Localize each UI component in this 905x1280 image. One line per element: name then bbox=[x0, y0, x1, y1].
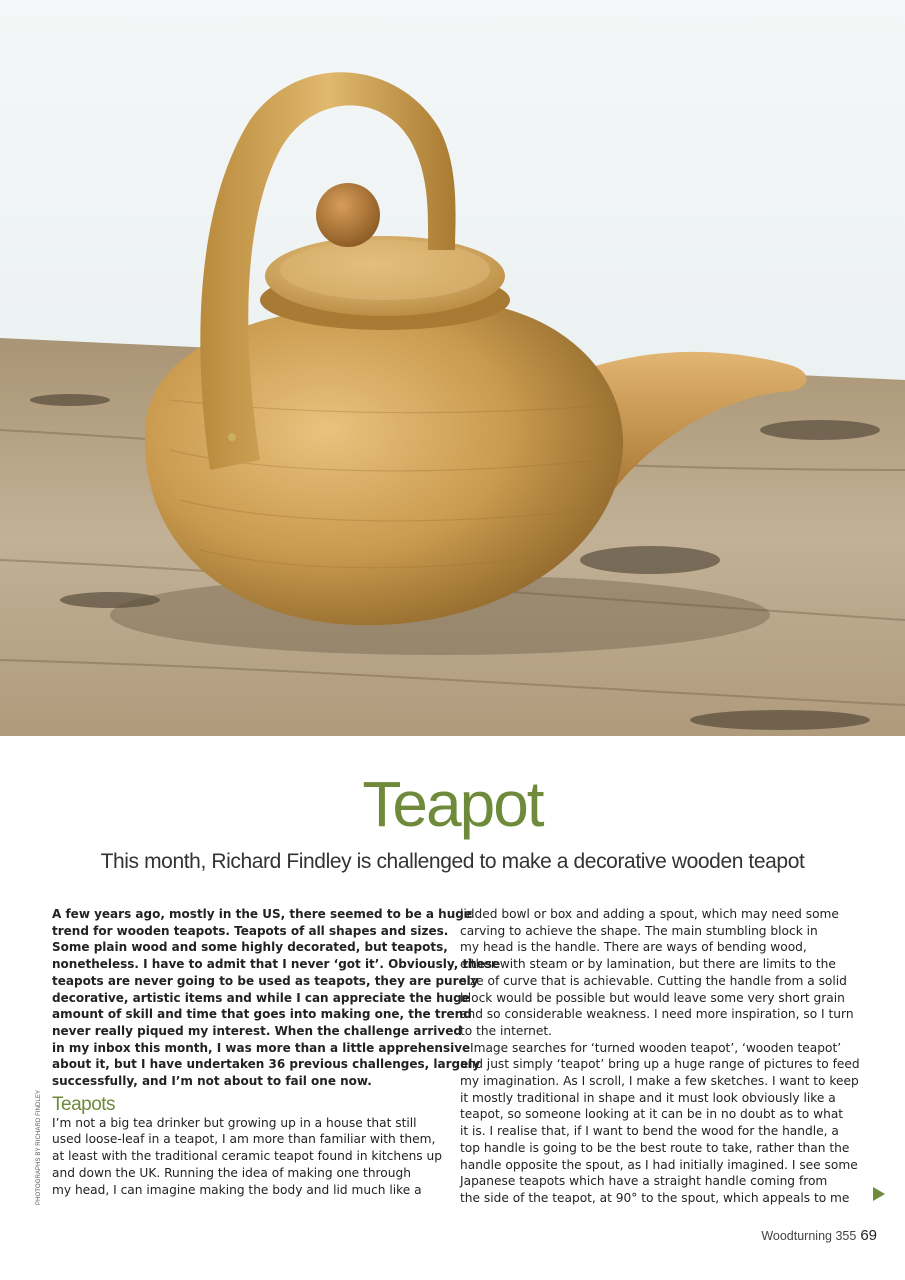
body-line: my imagination. As I scroll, I make a few sketches. I want to keep bbox=[460, 1074, 859, 1089]
intro-line: nonetheless. I have to admit that I never ‘got it’. Obviously, these bbox=[52, 957, 501, 972]
body-line: teapot, so someone looking at it can be in no doubt as to what bbox=[460, 1107, 844, 1122]
intro-line: trend for wooden teapots. Teapots of all shapes and sizes. bbox=[52, 923, 449, 938]
photo-credit: PHOTOGRAPHS BY RICHARD FINDLEY bbox=[36, 1089, 42, 1205]
body-line: my head, I can imagine making the body and lid much like a bbox=[52, 1182, 422, 1197]
body-line: to the internet. bbox=[460, 1023, 553, 1038]
section-heading: Teapots bbox=[52, 1093, 116, 1115]
article-column-left bbox=[52, 906, 501, 1198]
body-line: at least with the traditional ceramic teapot found in kitchens up bbox=[52, 1149, 442, 1164]
page-footer bbox=[761, 1227, 877, 1244]
body-line: it mostly traditional in shape and it must look obviously like a bbox=[460, 1090, 836, 1105]
body-line: Japanese teapots which have a straight handle coming from bbox=[460, 1174, 828, 1189]
body-paragraph bbox=[52, 1115, 448, 1199]
article-column-right bbox=[460, 906, 860, 1207]
body-line: it is. I realise that, if I want to bend the wood for the handle, a bbox=[460, 1124, 839, 1139]
body-line: and just simply ‘teapot’ bring up a huge range of pictures to feed bbox=[460, 1057, 860, 1072]
body-line: carving to achieve the shape. The main stumbling block in bbox=[460, 923, 818, 938]
intro-line: in my inbox this month, I was more than a little apprehensive bbox=[52, 1040, 471, 1055]
intro-line: successfully, and I’m not about to fail one now. bbox=[52, 1074, 372, 1089]
intro-line: Some plain wood and some highly decorated, but teapots, bbox=[52, 940, 448, 955]
intro-line: teapots are never going to be used as teapots, they are purely bbox=[52, 973, 479, 988]
intro-line: never really piqued my interest. When the challenge arrived bbox=[52, 1023, 462, 1038]
body-line: handle opposite the spout, as I had initially imagined. I see some bbox=[460, 1157, 858, 1172]
body-line: the side of the teapot, at 90° to the spout, which appeals to me bbox=[460, 1190, 850, 1205]
body-line: block would be possible but would leave some very short grain bbox=[460, 990, 845, 1005]
intro-line: A few years ago, mostly in the US, there seemed to be a huge bbox=[52, 907, 472, 921]
body-line: size of curve that is achievable. Cutting the handle from a solid bbox=[460, 973, 847, 988]
article-standfirst: This month, Richard Findley is challenged to make a decorative wooden teapot bbox=[100, 850, 805, 873]
body-line: top handle is going to be the best route to take, rather than the bbox=[460, 1140, 850, 1155]
publication-name: Woodturning 355 bbox=[761, 1229, 857, 1243]
page-number: 69 bbox=[860, 1227, 877, 1244]
body-line: used loose-leaf in a teapot, I am more than familiar with them, bbox=[52, 1132, 436, 1147]
article-title: Teapot bbox=[362, 768, 543, 840]
body-line: my head is the handle. There are ways of bending wood, bbox=[460, 940, 807, 955]
continue-arrow-icon bbox=[873, 1187, 885, 1201]
body-line: Image searches for ‘turned wooden teapot’, ‘wooden teapot’ bbox=[470, 1040, 842, 1055]
intro-line: amount of skill and time that goes into making one, the trend bbox=[52, 1007, 472, 1022]
intro-line: about it, but I have undertaken 36 previous challenges, largely bbox=[52, 1057, 481, 1072]
body-line: and down the UK. Running the idea of making one through bbox=[52, 1165, 411, 1180]
body-line: lidded bowl or box and adding a spout, which may need some bbox=[460, 907, 839, 921]
intro-paragraph bbox=[52, 906, 501, 1090]
intro-line: decorative, artistic items and while I can appreciate the huge bbox=[52, 990, 470, 1005]
body-line: I’m not a big tea drinker but growing up in a house that still bbox=[52, 1115, 417, 1130]
body-line: either with steam or by lamination, but there are limits to the bbox=[460, 957, 836, 972]
body-line: and so considerable weakness. I need more inspiration, so I turn bbox=[460, 1007, 854, 1022]
